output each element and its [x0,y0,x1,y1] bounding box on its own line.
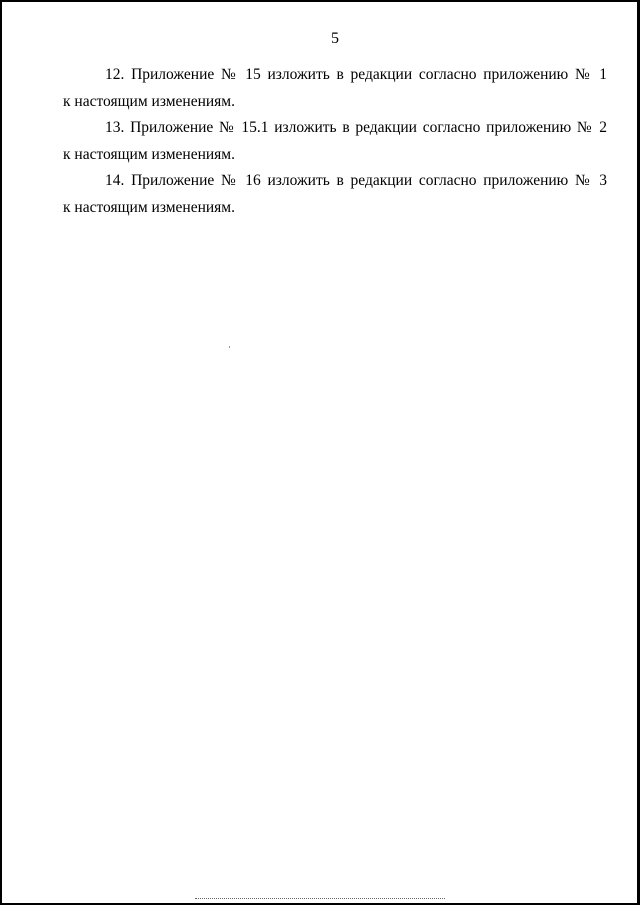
paragraph-line: 13. Приложение № 15.1 изложить в редакции согласно приложению № 2 [105,119,607,136]
scan-border-left [0,0,2,905]
paragraph-line: 12. Приложение № 15 изложить в редакции согласно приложению № 1 [105,66,607,83]
page-number: 5 [331,30,339,47]
paragraph-line: к настоящим изменениям. [63,145,235,163]
paragraph-12 [63,62,607,115]
paragraph-line: 14. Приложение № 16 изложить в редакции согласно приложению № 3 [105,172,607,189]
paragraph-line: к настоящим изменениям. [63,92,235,110]
document-body [63,62,607,221]
paragraph-13 [63,115,607,168]
scan-border-top [0,0,640,2]
scan-speck [229,346,230,348]
paragraph-line: к настоящим изменениям. [63,198,235,216]
scan-noise-bottom [195,898,445,900]
paragraph-14 [63,168,607,221]
